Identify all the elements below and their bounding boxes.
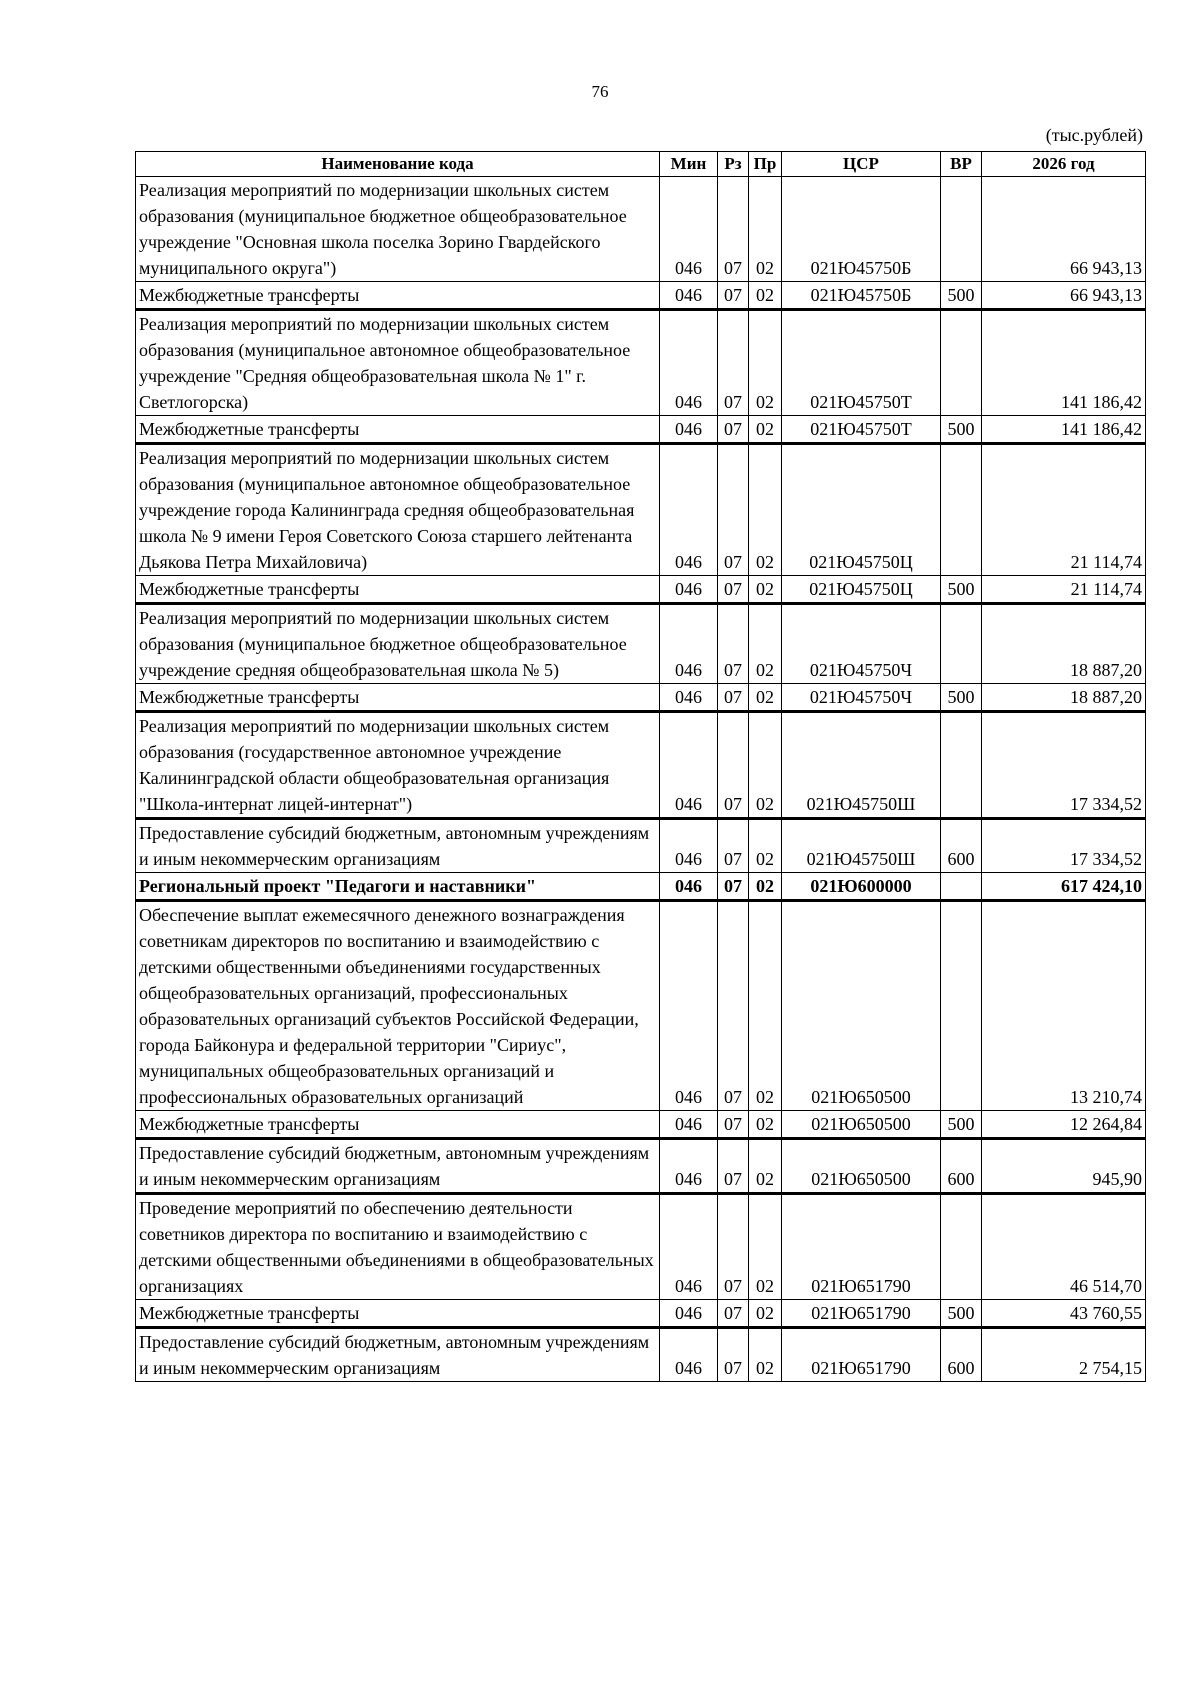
row-min: 046 <box>660 1328 718 1382</box>
row-name: Реализация мероприятий по модернизации школьных систем образования (муниципальное бюджетное общеобразовательное учреждение средняя общеобразовательная школа № 5) <box>136 604 660 684</box>
row-pr: 02 <box>749 873 782 901</box>
row-csr: 021Ю45750Б <box>782 282 941 310</box>
header-min: Мин <box>660 152 718 177</box>
row-name: Предоставление субсидий бюджетным, автономным учреждениям и иным некоммерческим организациям <box>136 1328 660 1382</box>
row-amount: 43 760,55 <box>982 1300 1146 1328</box>
table-row <box>136 873 1146 901</box>
row-amount: 13 210,74 <box>982 901 1146 1111</box>
row-csr: 021Ю45750Т <box>782 310 941 416</box>
table-row <box>136 684 1146 712</box>
row-name: Реализация мероприятий по модернизации школьных систем образования (муниципальное бюджетное общеобразовательное учреждение "Основная школа поселка Зорино Гвардейского муниципального округа") <box>136 177 660 282</box>
row-name: Межбюджетные трансферты <box>136 1300 660 1328</box>
row-vr <box>941 604 982 684</box>
row-rz: 07 <box>718 873 749 901</box>
row-vr <box>941 310 982 416</box>
row-amount: 17 334,52 <box>982 712 1146 819</box>
row-name: Межбюджетные трансферты <box>136 684 660 712</box>
table-row <box>136 444 1146 576</box>
row-rz: 07 <box>718 712 749 819</box>
row-min: 046 <box>660 1194 718 1300</box>
row-name: Обеспечение выплат ежемесячного денежного вознаграждения советникам директоров по воспитанию и взаимодействию с детскими общественными объединениями государственных общеобразовательных организаций, профессиональных образовательных организаций субъектов Российской Федерации, города Байконура и федеральной территории "Сириус", муниципальных общеобразовательных организаций и профессиональных образовательных организаций <box>136 901 660 1111</box>
row-csr: 021Ю650500 <box>782 1111 941 1139</box>
row-min: 046 <box>660 416 718 444</box>
row-pr: 02 <box>749 576 782 604</box>
row-rz: 07 <box>718 1194 749 1300</box>
table-header-row <box>136 152 1146 177</box>
row-rz: 07 <box>718 444 749 576</box>
row-pr: 02 <box>749 712 782 819</box>
row-amount: 66 943,13 <box>982 177 1146 282</box>
row-amount: 66 943,13 <box>982 282 1146 310</box>
row-pr: 02 <box>749 177 782 282</box>
row-amount: 945,90 <box>982 1139 1146 1194</box>
header-rz: Рз <box>718 152 749 177</box>
row-amount: 18 887,20 <box>982 604 1146 684</box>
row-min: 046 <box>660 684 718 712</box>
row-min: 046 <box>660 444 718 576</box>
row-vr: 500 <box>941 1111 982 1139</box>
table-row <box>136 576 1146 604</box>
budget-table <box>135 151 1146 1382</box>
row-csr: 021Ю45750Ч <box>782 684 941 712</box>
row-vr <box>941 1194 982 1300</box>
row-csr: 021Ю45750Ц <box>782 444 941 576</box>
table-row <box>136 1328 1146 1382</box>
row-vr <box>941 873 982 901</box>
row-csr: 021Ю651790 <box>782 1300 941 1328</box>
row-min: 046 <box>660 604 718 684</box>
row-pr: 02 <box>749 819 782 873</box>
row-min: 046 <box>660 1139 718 1194</box>
row-name: Реализация мероприятий по модернизации школьных систем образования (муниципальное автономное общеобразовательное учреждение города Калининграда средняя общеобразовательная школа № 9 имени Героя Советского Союза старшего лейтенанта Дьякова Петра Михайловича) <box>136 444 660 576</box>
row-vr: 500 <box>941 282 982 310</box>
row-pr: 02 <box>749 1300 782 1328</box>
row-csr: 021Ю651790 <box>782 1194 941 1300</box>
page-number: 76 <box>591 82 609 101</box>
row-rz: 07 <box>718 282 749 310</box>
row-name: Предоставление субсидий бюджетным, автономным учреждениям и иным некоммерческим организациям <box>136 1139 660 1194</box>
row-name: Межбюджетные трансферты <box>136 1111 660 1139</box>
row-name: Межбюджетные трансферты <box>136 416 660 444</box>
row-vr <box>941 901 982 1111</box>
row-name: Предоставление субсидий бюджетным, автономным учреждениям и иным некоммерческим организациям <box>136 819 660 873</box>
row-min: 046 <box>660 1111 718 1139</box>
row-vr: 600 <box>941 1139 982 1194</box>
row-vr: 500 <box>941 576 982 604</box>
header-year: 2026 год <box>982 152 1146 177</box>
table-row <box>136 1300 1146 1328</box>
row-rz: 07 <box>718 416 749 444</box>
row-rz: 07 <box>718 819 749 873</box>
row-rz: 07 <box>718 310 749 416</box>
row-pr: 02 <box>749 1328 782 1382</box>
row-min: 046 <box>660 712 718 819</box>
row-rz: 07 <box>718 177 749 282</box>
row-csr: 021Ю45750Т <box>782 416 941 444</box>
header-vr: ВР <box>941 152 982 177</box>
row-pr: 02 <box>749 282 782 310</box>
row-pr: 02 <box>749 1139 782 1194</box>
table-row <box>136 1194 1146 1300</box>
row-amount: 21 114,74 <box>982 444 1146 576</box>
table-row <box>136 416 1146 444</box>
row-vr <box>941 712 982 819</box>
row-rz: 07 <box>718 1139 749 1194</box>
row-name: Проведение мероприятий по обеспечению деятельности советников директора по воспитанию и взаимодействию с детскими общественными объединениями в общеобразовательных организациях <box>136 1194 660 1300</box>
row-vr: 600 <box>941 1328 982 1382</box>
row-csr: 021Ю651790 <box>782 1328 941 1382</box>
row-name: Межбюджетные трансферты <box>136 282 660 310</box>
header-name: Наименование кода <box>136 152 660 177</box>
row-vr <box>941 444 982 576</box>
row-min: 046 <box>660 901 718 1111</box>
row-vr: 500 <box>941 684 982 712</box>
row-pr: 02 <box>749 604 782 684</box>
row-csr: 021Ю650500 <box>782 1139 941 1194</box>
row-rz: 07 <box>718 1300 749 1328</box>
row-name: Межбюджетные трансферты <box>136 576 660 604</box>
units-label: (тыс.рублей) <box>1045 125 1143 145</box>
table-row <box>136 310 1146 416</box>
row-csr: 021Ю600000 <box>782 873 941 901</box>
row-min: 046 <box>660 873 718 901</box>
row-min: 046 <box>660 819 718 873</box>
row-name: Региональный проект "Педагоги и наставники" <box>136 873 660 901</box>
row-name: Реализация мероприятий по модернизации школьных систем образования (муниципальное автономное общеобразовательное учреждение "Средняя общеобразовательная школа № 1" г. Светлогорска) <box>136 310 660 416</box>
row-csr: 021Ю650500 <box>782 901 941 1111</box>
row-rz: 07 <box>718 1328 749 1382</box>
row-csr: 021Ю45750Ш <box>782 819 941 873</box>
row-rz: 07 <box>718 901 749 1111</box>
row-csr: 021Ю45750Б <box>782 177 941 282</box>
row-amount: 141 186,42 <box>982 310 1146 416</box>
row-pr: 02 <box>749 1111 782 1139</box>
row-min: 046 <box>660 310 718 416</box>
row-pr: 02 <box>749 416 782 444</box>
row-pr: 02 <box>749 684 782 712</box>
row-amount: 21 114,74 <box>982 576 1146 604</box>
table-row <box>136 819 1146 873</box>
row-min: 046 <box>660 1300 718 1328</box>
row-pr: 02 <box>749 901 782 1111</box>
table-row <box>136 604 1146 684</box>
row-pr: 02 <box>749 444 782 576</box>
row-amount: 17 334,52 <box>982 819 1146 873</box>
row-vr: 600 <box>941 819 982 873</box>
row-vr: 500 <box>941 1300 982 1328</box>
row-csr: 021Ю45750Ч <box>782 604 941 684</box>
row-name: Реализация мероприятий по модернизации школьных систем образования (государственное автономное учреждение Калининградской области общеобразовательная организация "Школа-интернат лицей-интернат") <box>136 712 660 819</box>
row-amount: 46 514,70 <box>982 1194 1146 1300</box>
header-csr: ЦСР <box>782 152 941 177</box>
table-row <box>136 177 1146 282</box>
row-rz: 07 <box>718 604 749 684</box>
row-min: 046 <box>660 177 718 282</box>
row-csr: 021Ю45750Ш <box>782 712 941 819</box>
row-rz: 07 <box>718 684 749 712</box>
row-amount: 18 887,20 <box>982 684 1146 712</box>
row-amount: 12 264,84 <box>982 1111 1146 1139</box>
table-row <box>136 712 1146 819</box>
row-rz: 07 <box>718 576 749 604</box>
row-min: 046 <box>660 576 718 604</box>
row-amount: 2 754,15 <box>982 1328 1146 1382</box>
row-vr <box>941 177 982 282</box>
table-row <box>136 282 1146 310</box>
table-row <box>136 901 1146 1111</box>
header-pr: Пр <box>749 152 782 177</box>
row-min: 046 <box>660 282 718 310</box>
row-amount: 141 186,42 <box>982 416 1146 444</box>
row-vr: 500 <box>941 416 982 444</box>
row-csr: 021Ю45750Ц <box>782 576 941 604</box>
row-pr: 02 <box>749 310 782 416</box>
row-pr: 02 <box>749 1194 782 1300</box>
table-row <box>136 1111 1146 1139</box>
table-row <box>136 1139 1146 1194</box>
row-rz: 07 <box>718 1111 749 1139</box>
row-amount: 617 424,10 <box>982 873 1146 901</box>
